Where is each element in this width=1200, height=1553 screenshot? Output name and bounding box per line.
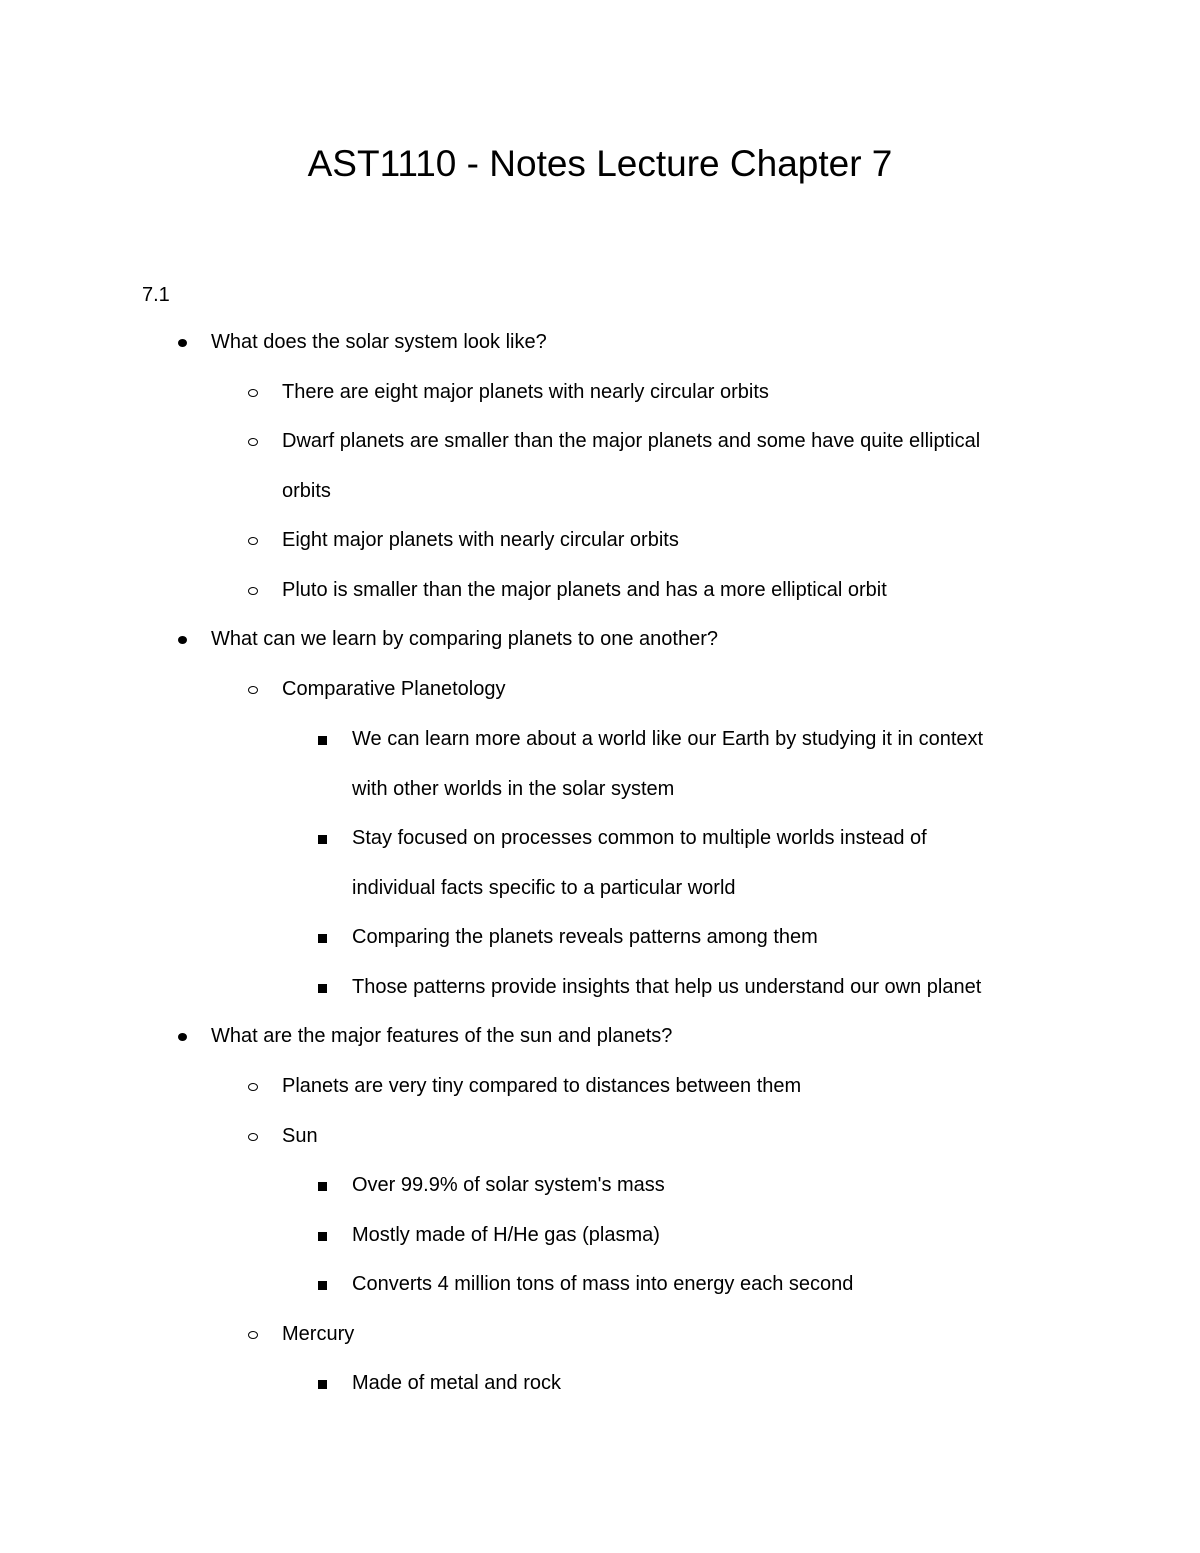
list-item-text: What are the major features of the sun and planets? bbox=[211, 1025, 673, 1047]
list-item-level-3 bbox=[352, 1260, 853, 1310]
square-bullet-icon bbox=[318, 984, 327, 993]
list-item-text: Comparative Planetology bbox=[282, 678, 506, 700]
list-item-level-2 bbox=[282, 516, 679, 566]
square-bullet-icon bbox=[318, 1281, 327, 1290]
list-item-level-1 bbox=[211, 615, 718, 665]
list-item-text: Comparing the planets reveals patterns among them bbox=[352, 926, 818, 948]
list-item-text: Pluto is smaller than the major planets and has a more elliptical orbit bbox=[282, 579, 887, 601]
list-item-level-3 bbox=[352, 963, 981, 1013]
hollow-bullet-icon bbox=[248, 389, 258, 397]
list-item-text-continuation: orbits bbox=[282, 479, 331, 502]
list-item-level-2 bbox=[282, 1310, 354, 1360]
list-item-text: Planets are very tiny compared to distances between them bbox=[282, 1075, 802, 1097]
list-item-text: Eight major planets with nearly circular orbits bbox=[282, 529, 679, 551]
list-item-text-continuation: with other worlds in the solar system bbox=[352, 777, 675, 800]
hollow-bullet-icon bbox=[248, 686, 258, 694]
list-item-level-2 bbox=[282, 368, 769, 418]
list-item-text-continuation: individual facts specific to a particular world bbox=[352, 876, 736, 899]
filled-bullet-icon bbox=[178, 636, 187, 644]
list-item-text: Mostly made of H/He gas (plasma) bbox=[352, 1224, 660, 1246]
list-item-text: We can learn more about a world like our Earth by studying it in context bbox=[352, 728, 984, 750]
list-item-text: Converts 4 million tons of mass into energy each second bbox=[352, 1273, 854, 1295]
square-bullet-icon bbox=[318, 736, 327, 745]
list-item-level-3 bbox=[352, 715, 983, 814]
hollow-bullet-icon bbox=[248, 1331, 258, 1339]
hollow-bullet-icon bbox=[248, 1133, 258, 1141]
list-item-level-2 bbox=[282, 1112, 318, 1162]
list-item-level-2 bbox=[282, 1062, 801, 1112]
list-item-text: Made of metal and rock bbox=[352, 1372, 561, 1394]
page-title: AST1110 - Notes Lecture Chapter 7 bbox=[307, 143, 893, 184]
section-number: 7.1 bbox=[142, 284, 170, 306]
list-item-level-2 bbox=[282, 665, 505, 715]
list-item-level-3 bbox=[352, 814, 927, 913]
list-item-level-1 bbox=[211, 318, 547, 368]
square-bullet-icon bbox=[318, 934, 327, 943]
square-bullet-icon bbox=[318, 1380, 327, 1389]
list-item-level-3 bbox=[352, 1211, 660, 1261]
list-item-text: Mercury bbox=[282, 1323, 355, 1345]
list-item-level-2 bbox=[282, 566, 887, 616]
list-item-level-2 bbox=[282, 417, 980, 516]
list-item-text: What can we learn by comparing planets to one another? bbox=[211, 628, 718, 650]
filled-bullet-icon bbox=[178, 339, 187, 347]
hollow-bullet-icon bbox=[248, 537, 258, 545]
list-item-text: Stay focused on processes common to multiple worlds instead of bbox=[352, 827, 927, 849]
hollow-bullet-icon bbox=[248, 1083, 258, 1091]
list-item-text: Those patterns provide insights that help us understand our own planet bbox=[352, 976, 982, 998]
hollow-bullet-icon bbox=[248, 438, 258, 446]
list-item-text: Sun bbox=[282, 1125, 318, 1147]
list-item-level-3 bbox=[352, 1161, 665, 1211]
hollow-bullet-icon bbox=[248, 587, 258, 595]
list-item-text: What does the solar system look like? bbox=[211, 331, 547, 353]
list-item-level-3 bbox=[352, 1359, 561, 1409]
filled-bullet-icon bbox=[178, 1033, 187, 1041]
square-bullet-icon bbox=[318, 1182, 327, 1191]
square-bullet-icon bbox=[318, 835, 327, 844]
list-item-text: There are eight major planets with nearly circular orbits bbox=[282, 381, 769, 403]
list-item-level-1 bbox=[211, 1012, 672, 1062]
list-item-text: Dwarf planets are smaller than the major planets and some have quite elliptical bbox=[282, 430, 981, 452]
square-bullet-icon bbox=[318, 1232, 327, 1241]
list-item-text: Over 99.9% of solar system's mass bbox=[352, 1174, 665, 1196]
list-item-level-3 bbox=[352, 913, 818, 963]
